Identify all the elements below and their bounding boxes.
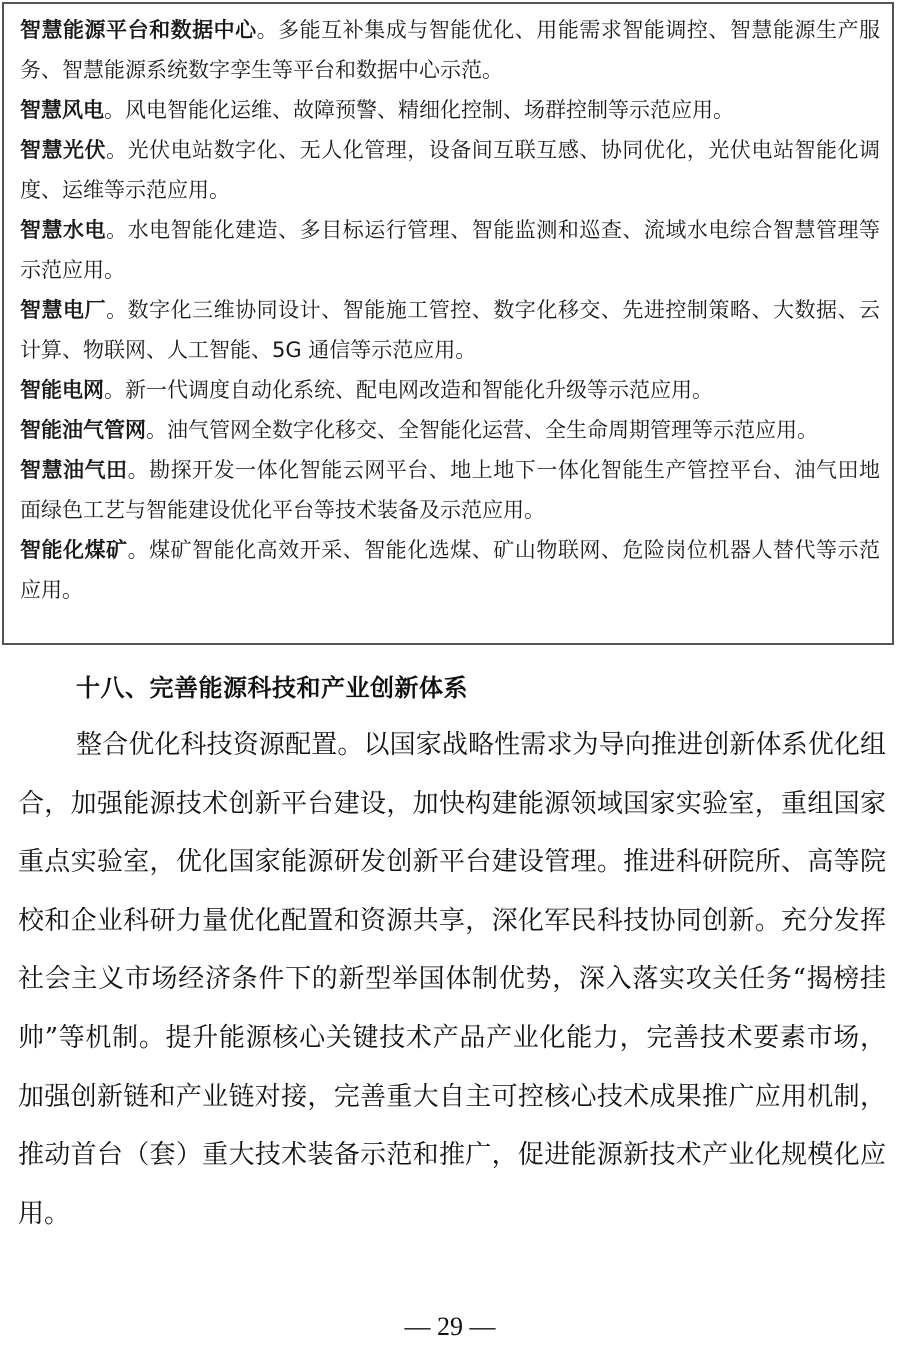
box-item: [20, 410, 880, 450]
box-item-text: 。多能互补集成与智能优化、用能需求智能调控、智慧能源生产服务、智慧能源系统数字孪生等平台和数据中心示范。: [20, 18, 880, 82]
box-item: [20, 10, 880, 90]
box-item-title: 智慧风电: [20, 98, 104, 122]
box-item-text: 。煤矿智能化高效开采、智能化选煤、矿山物联网、危险岗位机器人替代等示范应用。: [20, 538, 881, 602]
box-item-title: 智能电网: [20, 378, 104, 402]
box-item-text: 。水电智能化建造、多目标运行管理、智能监测和巡查、流域水电综合智慧管理等示范应用。: [20, 218, 881, 282]
box-item-title: 智能油气管网: [20, 418, 146, 442]
box-item: [20, 450, 880, 530]
box-item: [20, 210, 880, 290]
section-paragraph: 整合优化科技资源配置。以国家战略性需求为导向推进创新体系优化组合，加强能源技术创新平台建设，加快构建能源领域国家实验室，重组国家重点实验室，优化国家能源研发创新平台建设管理。推进科研院所、高等院校和企业科研力量优化配置和资源共享，深化军民科技协同创新。充分发挥社会主义市场经济条件下的新型举国体制优势，深入落实攻关任务“揭榜挂帅”等机制。提升能源核心关键技术产品产业化能力，完善技术要素市场，加强创新链和产业链对接，完善重大自主可控核心技术成果推广应用机制，推动首台（套）重大技术装备示范和推广，促进能源新技术产业化规模化应用。: [18, 730, 886, 1229]
box-item-text: 。勘探开发一体化智能云网平台、地上地下一体化智能生产管控平台、油气田地面绿色工艺与智能建设优化平台等技术装备及示范应用。: [20, 458, 881, 522]
demonstration-projects-box: [2, 2, 894, 645]
box-item-title: 智慧水电: [20, 218, 107, 242]
box-item-text: 。数字化三维协同设计、智能施工管控、数字化移交、先进控制策略、大数据、云计算、物联网、人工智能、5G 通信等示范应用。: [20, 298, 881, 362]
box-item: [20, 290, 880, 370]
box-item: [20, 90, 880, 130]
box-item: [20, 370, 880, 410]
box-item: [20, 530, 880, 610]
section-heading: 十八、完善能源科技和产业创新体系: [76, 674, 468, 702]
box-item-title: 智慧能源平台和数据中心: [20, 18, 257, 42]
box-item-title: 智慧光伏: [20, 138, 107, 162]
box-item-title: 智能化煤矿: [20, 538, 128, 562]
box-item-title: 智慧油气田: [20, 458, 128, 482]
page-number: — 29 —: [404, 1312, 496, 1341]
box-item-text: 。风电智能化运维、故障预警、精细化控制、场群控制等示范应用。: [104, 98, 734, 122]
box-item-text: 。新一代调度自动化系统、配电网改造和智能化升级等示范应用。: [104, 378, 713, 402]
box-item-text: 。光伏电站数字化、无人化管理，设备间互联互感、协同优化，光伏电站智能化调度、运维等示范应用。: [20, 138, 881, 202]
box-item-title: 智慧电厂: [20, 298, 107, 322]
box-item: [20, 130, 880, 210]
box-item-text: 。油气管网全数字化移交、全智能化运营、全生命周期管理等示范应用。: [146, 418, 818, 442]
